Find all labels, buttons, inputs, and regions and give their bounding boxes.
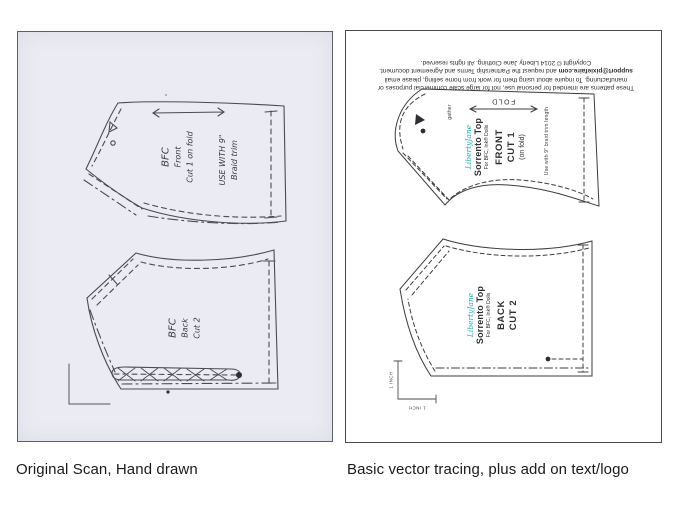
front-label-line1: BFC xyxy=(160,147,172,167)
front-title: Sorrento Top xyxy=(473,117,483,177)
front-cut-label: CUT 1 xyxy=(506,131,517,163)
front-side-seam-dashed xyxy=(89,174,142,209)
disclaimer-line3-rest: and request the Partnership Terms and Agreement document. xyxy=(379,67,559,74)
trim-note-line2: Braid trim xyxy=(230,140,239,180)
disclaimer-line3 xyxy=(350,66,662,74)
back-label-line3: Cut 2 xyxy=(192,317,202,339)
front-notch-icon xyxy=(415,114,425,125)
grainline-arrow-icon xyxy=(153,108,224,117)
front-notch-icon xyxy=(109,122,117,132)
front-label-line3: Cut 1 on fold xyxy=(185,131,195,183)
gather-label: gather xyxy=(447,104,453,120)
lacing-end-dot xyxy=(236,372,242,378)
disclaimer-line4: Copyright © 2014 Liberty Jane Clothing. All rights reserved. xyxy=(420,58,592,66)
scale-label-horizontal: 1 INCH xyxy=(408,405,426,411)
disclaimer-line1: These patterns are intended for personal use, not for large scale commercial purposes or xyxy=(377,83,635,91)
back-subtitle: For BFC, Ink® Dolls xyxy=(486,292,492,338)
back-label-line1: BFC xyxy=(167,318,179,338)
left-caption: Original Scan, Hand drawn xyxy=(16,461,198,478)
front-dot-mark xyxy=(111,141,115,145)
back-bottom-dot xyxy=(166,390,169,393)
vector-tracing-image xyxy=(345,30,662,443)
original-scan-image xyxy=(17,31,333,442)
front-side-seam-dashed xyxy=(403,153,450,201)
front-side-dashdot xyxy=(84,180,136,215)
scan-speck xyxy=(165,94,167,96)
braid-trim-note: Use with 9" braid trim length xyxy=(544,106,550,176)
back-left-dashdot xyxy=(90,310,115,372)
front-onfold-note: (on fold) xyxy=(519,134,526,160)
vector-pattern-drawing xyxy=(346,31,663,444)
trim-note-line1: USE WITH 9" xyxy=(218,134,227,186)
front-bottom-seam-dashed xyxy=(451,180,593,199)
back-bottom-dashdot xyxy=(122,383,276,384)
back-shoulder-seam-dashed xyxy=(406,246,449,295)
back-shoulder-tick xyxy=(109,275,117,284)
fold-arrow-icon xyxy=(470,106,537,112)
front-piece-label-block xyxy=(464,118,528,176)
front-bottom-seam-dashed xyxy=(144,203,281,217)
back-piece-label-block xyxy=(466,286,520,344)
front-piece-handwritten-label xyxy=(160,131,197,183)
liberty-jane-logo: LibertyJane xyxy=(464,124,473,170)
back-piece-name: BACK xyxy=(496,300,507,330)
fold-label: FOLD xyxy=(490,97,516,105)
corner-ruler-mark xyxy=(69,364,110,404)
back-dot-mark xyxy=(546,357,551,362)
back-label-line2: Back xyxy=(180,318,190,338)
front-dot-mark xyxy=(421,129,426,134)
one-inch-scale-mark xyxy=(394,361,436,403)
liberty-jane-logo: LibertyJane xyxy=(466,292,475,338)
right-caption: Basic vector tracing, plus add on text/logo xyxy=(347,461,629,478)
support-email: support@pixiefaire.com xyxy=(558,67,633,74)
back-title: Sorrento Top xyxy=(475,285,485,345)
back-cut-label: CUT 2 xyxy=(508,299,519,331)
back-top-seam-dashed xyxy=(446,246,589,256)
back-piece-handwritten-label xyxy=(167,317,204,338)
disclaimer-line2: manufacturing. To inquire about using them for work from home selling, please email xyxy=(384,75,628,83)
hand-drawn-pattern-sketch xyxy=(18,32,334,443)
front-label-line2: Front xyxy=(173,146,183,168)
front-neck-seam-dashed xyxy=(92,109,121,166)
scale-label-vertical: 1 INCH xyxy=(388,371,394,389)
front-piece-trim-note xyxy=(217,134,241,185)
front-piece-name: FRONT xyxy=(494,129,505,165)
front-subtitle: For BFC, Ink® Dolls xyxy=(484,124,490,170)
copyright-disclaimer xyxy=(350,57,662,91)
